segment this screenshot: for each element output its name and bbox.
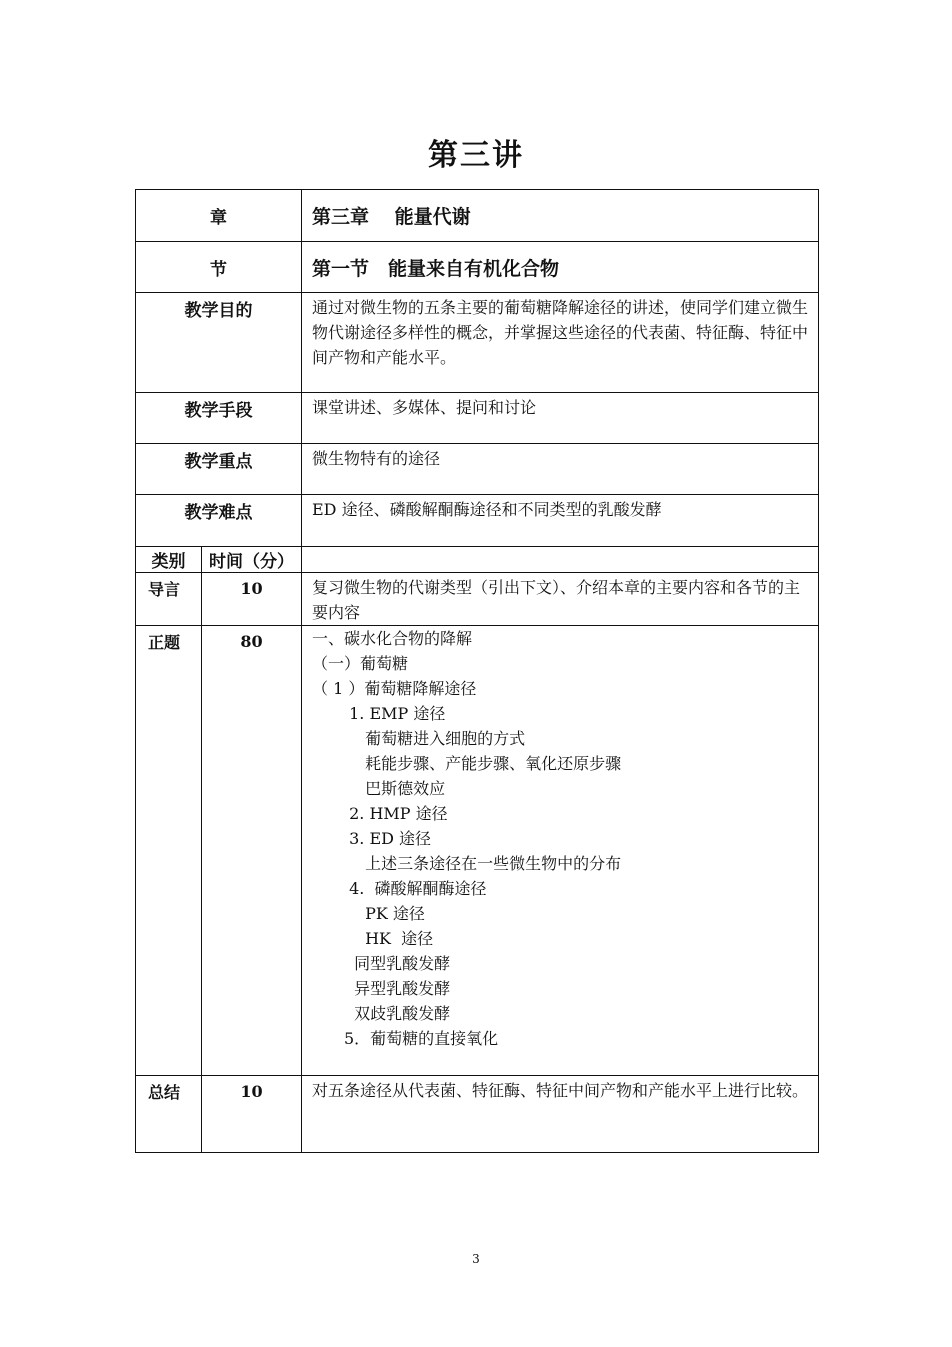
section-row bbox=[136, 242, 819, 293]
category-header: 类别 bbox=[136, 547, 202, 573]
outline-line: 2. HMP 途径 bbox=[312, 804, 448, 823]
outline-line: 双歧乳酸发酵 bbox=[312, 1004, 451, 1023]
keypoints-value: 微生物特有的途径 bbox=[302, 444, 819, 495]
main-time: 80 bbox=[202, 626, 302, 1076]
outline-line: 1. EMP 途径 bbox=[312, 704, 446, 723]
summary-time: 10 bbox=[202, 1076, 302, 1153]
keypoints-label: 教学重点 bbox=[136, 444, 302, 495]
objective-label: 教学目的 bbox=[136, 293, 302, 393]
section-label: 节 bbox=[136, 242, 302, 293]
difficulties-value: ED 途径、磷酸解酮酶途径和不同类型的乳酸发酵 bbox=[302, 495, 819, 547]
content-header bbox=[302, 547, 819, 573]
difficulties-row bbox=[136, 495, 819, 547]
outline-line: 一、碳水化合物的降解 bbox=[312, 629, 473, 648]
summary-category: 总结 bbox=[136, 1076, 202, 1153]
chapter-row bbox=[136, 190, 819, 242]
outline-line: PK 途径 bbox=[312, 904, 425, 923]
summary-content: 对五条途径从代表菌、特征酶、特征中间产物和产能水平上进行比较。 bbox=[302, 1076, 819, 1153]
main-category: 正题 bbox=[136, 626, 202, 1076]
objective-row bbox=[136, 293, 819, 393]
methods-value: 课堂讲述、多媒体、提问和讨论 bbox=[302, 393, 819, 444]
outline-line: 耗能步骤、产能步骤、氧化还原步骤 bbox=[312, 754, 622, 773]
outline-line: 同型乳酸发酵 bbox=[312, 954, 451, 973]
outline-line: HK 途径 bbox=[312, 929, 434, 948]
outline-line: （一）葡萄糖 bbox=[312, 654, 409, 673]
outline-line: 5．葡萄糖的直接氧化 bbox=[312, 1029, 499, 1048]
methods-label: 教学手段 bbox=[136, 393, 302, 444]
outline-line: 异型乳酸发酵 bbox=[312, 979, 451, 998]
methods-row bbox=[136, 393, 819, 444]
chapter-value: 第三章 能量代谢 bbox=[302, 190, 819, 242]
main-row bbox=[136, 626, 819, 1076]
schedule-header-row bbox=[136, 547, 819, 573]
outline-line: 4. 磷酸解酮酶途径 bbox=[312, 879, 487, 898]
outline-line: 葡萄糖进入细胞的方式 bbox=[312, 729, 526, 748]
lesson-plan-table bbox=[135, 189, 819, 1153]
summary-row bbox=[136, 1076, 819, 1153]
page-number: 3 bbox=[472, 1252, 480, 1266]
intro-row bbox=[136, 573, 819, 626]
objective-value: 通过对微生物的五条主要的葡萄糖降解途径的讲述，使同学们建立微生物代谢途径多样性的概念，并掌握这些途径的代表菌、特征酶、特征中间产物和产能水平。 bbox=[302, 293, 819, 393]
time-header: 时间（分） bbox=[202, 547, 302, 573]
chapter-label: 章 bbox=[136, 190, 302, 242]
page-title: 第三讲 bbox=[428, 138, 524, 173]
difficulties-label: 教学难点 bbox=[136, 495, 302, 547]
intro-content: 复习微生物的代谢类型（引出下文）、介绍本章的主要内容和各节的主要内容 bbox=[302, 573, 819, 626]
section-value: 第一节 能量来自有机化合物 bbox=[302, 242, 819, 293]
outline-line: 巴斯德效应 bbox=[312, 779, 446, 798]
outline-line: （ 1 ）葡萄糖降解途径 bbox=[312, 679, 477, 698]
intro-category: 导言 bbox=[136, 573, 202, 626]
intro-time: 10 bbox=[202, 573, 302, 626]
main-content bbox=[302, 626, 819, 1076]
keypoints-row bbox=[136, 444, 819, 495]
outline-line: 上述三条途径在一些微生物中的分布 bbox=[312, 854, 622, 873]
outline-line: 3. ED 途径 bbox=[312, 829, 432, 848]
